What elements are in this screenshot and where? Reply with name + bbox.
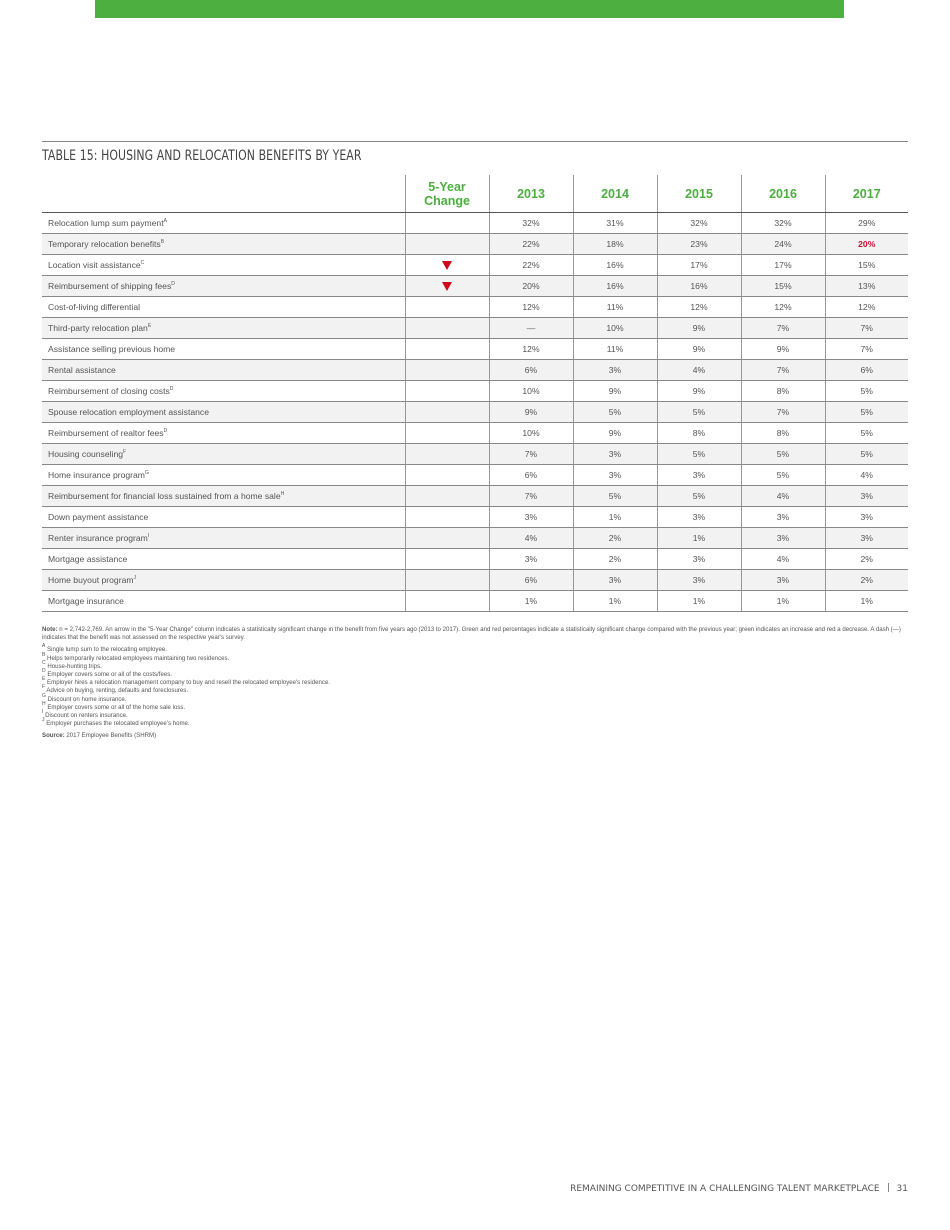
value-cell: 12% [825, 297, 908, 318]
value-cell: 32% [741, 213, 825, 234]
value-cell: 3% [657, 465, 741, 486]
header-year-2013: 2013 [489, 175, 573, 213]
value-cell: 6% [489, 360, 573, 381]
row-label-text: Home buyout program [48, 575, 134, 585]
value-cell: 3% [825, 528, 908, 549]
value-cell: 5% [657, 402, 741, 423]
value-cell: 12% [741, 297, 825, 318]
footnote-marker: G [144, 470, 149, 476]
footnote [42, 668, 908, 679]
value-cell: 4% [741, 549, 825, 570]
value-cell: 22% [489, 255, 573, 276]
footnote-key: C [42, 659, 46, 666]
value-cell: 2% [573, 528, 657, 549]
five-year-change-cell [405, 549, 489, 570]
five-year-change-cell [405, 444, 489, 465]
header-year-2017: 2017 [825, 175, 908, 213]
value-cell: 32% [657, 213, 741, 234]
value-cell: 32% [489, 213, 573, 234]
five-year-change-cell [405, 339, 489, 360]
value-cell: 9% [657, 318, 741, 339]
value-cell: 3% [657, 570, 741, 591]
footnote-key: D [42, 668, 46, 675]
footnote [42, 643, 908, 654]
footnote-key: G [42, 692, 46, 699]
footnote-list [42, 643, 908, 728]
footnote-key: E [42, 676, 46, 683]
value-cell: 6% [489, 465, 573, 486]
value-cell: 5% [825, 444, 908, 465]
source-text: 2017 Employee Benefits (SHRM) [66, 732, 157, 740]
row-label [42, 381, 405, 402]
row-label [42, 402, 405, 423]
value-cell: 11% [573, 297, 657, 318]
value-cell: 18% [573, 234, 657, 255]
value-cell: 9% [657, 339, 741, 360]
row-label-text: Rental assistance [48, 365, 116, 375]
value-cell: 15% [741, 276, 825, 297]
value-cell: 17% [657, 255, 741, 276]
value-cell: 1% [741, 591, 825, 612]
footnote-text: Single lump sum to the relocating employee. [47, 646, 167, 654]
footnote-marker: J [133, 575, 137, 581]
row-label-text: Renter insurance program [48, 533, 148, 543]
row-label [42, 507, 405, 528]
row-label-text: Reimbursement of realtor fees [48, 428, 164, 438]
footnote [42, 684, 908, 695]
table-row [42, 528, 908, 549]
table-row [42, 276, 908, 297]
table-row [42, 360, 908, 381]
value-cell: 7% [489, 486, 573, 507]
footnote [42, 717, 908, 728]
row-label [42, 486, 405, 507]
value-cell: 6% [489, 570, 573, 591]
value-cell: 3% [825, 507, 908, 528]
page-number: 31 [896, 1184, 908, 1194]
value-cell: 3% [741, 507, 825, 528]
source-line [42, 732, 908, 740]
title-divider [42, 141, 908, 142]
row-label [42, 255, 405, 276]
row-label-text: Third-party relocation plan [48, 323, 148, 333]
five-year-change-cell [405, 318, 489, 339]
row-label-text: Reimbursement of shipping fees [48, 281, 172, 291]
row-label-text: Housing counseling [48, 449, 124, 459]
row-label-text: Mortgage assistance [48, 554, 128, 564]
value-cell: 3% [741, 570, 825, 591]
row-label [42, 360, 405, 381]
footnote [42, 700, 908, 712]
value-cell: 3% [825, 486, 908, 507]
value-cell: 3% [573, 465, 657, 486]
five-year-change-cell [405, 507, 489, 528]
row-label [42, 570, 405, 591]
value-cell: 8% [741, 423, 825, 444]
value-cell: 7% [741, 360, 825, 381]
footnote-marker: F [123, 449, 127, 455]
value-cell: 2% [573, 549, 657, 570]
row-label-text: Spouse relocation employment assistance [48, 407, 209, 417]
footnote-text: Discount on renters insurance. [45, 712, 128, 720]
footnote [42, 709, 908, 720]
row-label-text: Down payment assistance [48, 512, 149, 522]
value-cell: 20% [489, 276, 573, 297]
benefits-table [42, 175, 908, 612]
row-label-text: Temporary relocation benefits [48, 239, 161, 249]
value-cell: 2% [825, 570, 908, 591]
row-label [42, 591, 405, 612]
value-cell: 7% [741, 402, 825, 423]
row-label [42, 213, 405, 234]
value-cell: 4% [741, 486, 825, 507]
table-row [42, 591, 908, 612]
five-year-change-cell [405, 570, 489, 591]
value-cell: 5% [573, 402, 657, 423]
value-cell: 10% [489, 381, 573, 402]
value-cell: 3% [657, 549, 741, 570]
value-cell: 1% [657, 528, 741, 549]
footer-separator [888, 1183, 889, 1192]
five-year-change-cell [405, 528, 489, 549]
footnote-text: Helps temporarily relocated employees maintaining two residences. [47, 654, 230, 662]
table-row [42, 549, 908, 570]
value-cell: 5% [657, 486, 741, 507]
footnote-key: A [42, 643, 46, 650]
value-cell: 16% [573, 276, 657, 297]
footer-title: REMAINING COMPETITIVE IN A CHALLENGING TALENT MARKETPLACE [570, 1184, 880, 1194]
row-label-text: Home insurance program [48, 470, 145, 480]
value-cell: 2% [825, 549, 908, 570]
footnote-text: Employer hires a relocation management company to buy and resell the relocated employee's residence. [47, 679, 331, 687]
value-cell: 7% [825, 318, 908, 339]
five-year-change-cell [405, 255, 489, 276]
value-cell: 13% [825, 276, 908, 297]
value-cell: 10% [573, 318, 657, 339]
value-cell: 5% [741, 465, 825, 486]
header-accent-bar [95, 0, 844, 18]
table-row [42, 213, 908, 234]
row-label-text: Assistance selling previous home [48, 344, 176, 354]
footnote-key: I [42, 709, 44, 716]
table-row [42, 255, 908, 276]
footnote [42, 692, 908, 704]
source-label: Source: [42, 732, 65, 740]
footnote-key: H [42, 700, 46, 707]
five-year-change-cell [405, 360, 489, 381]
value-cell: 3% [573, 570, 657, 591]
five-year-change-cell [405, 276, 489, 297]
row-label [42, 234, 405, 255]
row-label [42, 276, 405, 297]
note-paragraph [42, 626, 908, 642]
header-year-2015: 2015 [657, 175, 741, 213]
decrease-arrow-icon [442, 261, 452, 270]
header-change-line2: Change [424, 193, 470, 208]
five-year-change-cell [405, 465, 489, 486]
footnote [42, 651, 908, 663]
notes-section [42, 626, 908, 741]
footnote-marker: B [160, 239, 165, 245]
five-year-change-cell [405, 591, 489, 612]
table-row [42, 234, 908, 255]
table-row [42, 423, 908, 444]
footnote-marker: D [171, 281, 175, 287]
value-cell: 4% [657, 360, 741, 381]
value-cell: 6% [825, 360, 908, 381]
table-header-row [42, 175, 908, 213]
value-cell: 1% [657, 591, 741, 612]
value-cell: 9% [741, 339, 825, 360]
value-cell: 1% [573, 591, 657, 612]
footnote-text: House-hunting trips. [47, 662, 102, 670]
value-cell: 16% [657, 276, 741, 297]
value-cell: 3% [741, 528, 825, 549]
header-year-2014: 2014 [573, 175, 657, 213]
table-row [42, 297, 908, 318]
value-cell: 15% [825, 255, 908, 276]
value-cell: 4% [489, 528, 573, 549]
value-cell: 7% [825, 339, 908, 360]
table-row [42, 381, 908, 402]
value-cell: 16% [573, 255, 657, 276]
header-change-line1: 5-Year [428, 179, 466, 194]
footnote-text: Advice on buying, renting, defaults and foreclosures. [46, 687, 189, 695]
value-cell: 12% [489, 297, 573, 318]
row-label-text: Location visit assistance [48, 260, 141, 270]
value-cell: 3% [573, 444, 657, 465]
footnote-text: Discount on home insurance. [47, 695, 127, 703]
value-cell: 31% [573, 213, 657, 234]
value-cell: 22% [489, 234, 573, 255]
row-label [42, 318, 405, 339]
decrease-arrow-icon [442, 282, 452, 291]
row-label-text: Relocation lump sum payment [48, 218, 164, 228]
footnote-marker: I [147, 533, 150, 539]
row-label [42, 444, 405, 465]
value-cell: 9% [657, 381, 741, 402]
footnote [42, 659, 908, 671]
value-cell: 9% [489, 402, 573, 423]
value-cell: 23% [657, 234, 741, 255]
value-cell: 5% [741, 444, 825, 465]
value-cell: 3% [489, 507, 573, 528]
header-5-year-change [405, 175, 489, 213]
row-label [42, 549, 405, 570]
footnote-marker: A [163, 218, 167, 224]
value-cell: 8% [657, 423, 741, 444]
value-cell: 20% [825, 234, 908, 255]
value-cell: 3% [573, 360, 657, 381]
value-cell: 3% [489, 549, 573, 570]
table-row [42, 486, 908, 507]
row-label [42, 528, 405, 549]
footnote-marker: D [163, 428, 168, 434]
footnote-marker: D [169, 386, 174, 392]
footnote-text: Employer purchases the relocated employee's home. [46, 720, 190, 728]
value-cell: 7% [741, 318, 825, 339]
table-row [42, 465, 908, 486]
footnote-key: J [42, 717, 45, 724]
value-cell: 5% [573, 486, 657, 507]
value-cell: 5% [825, 381, 908, 402]
five-year-change-cell [405, 486, 489, 507]
footnote-marker: H [280, 491, 285, 497]
header-year-2016: 2016 [741, 175, 825, 213]
value-cell: 4% [825, 465, 908, 486]
table-body [42, 213, 908, 612]
row-label [42, 339, 405, 360]
value-cell: 12% [657, 297, 741, 318]
table-row [42, 444, 908, 465]
row-label-text: Reimbursement of closing costs [48, 386, 170, 396]
value-cell: 11% [573, 339, 657, 360]
value-cell: — [489, 318, 573, 339]
five-year-change-cell [405, 423, 489, 444]
value-cell: 5% [825, 423, 908, 444]
table-title: TABLE 15: HOUSING AND RELOCATION BENEFITS BY YEAR [42, 148, 362, 164]
footnote-text: Employer covers some or all of the costs/fees. [47, 671, 172, 679]
table-row [42, 507, 908, 528]
five-year-change-cell [405, 297, 489, 318]
footnote-marker: E [147, 323, 152, 329]
value-cell: 1% [573, 507, 657, 528]
value-cell: 9% [573, 423, 657, 444]
value-cell: 9% [573, 381, 657, 402]
footnote-text: Employer covers some or all of the home sale loss. [47, 703, 186, 711]
five-year-change-cell [405, 381, 489, 402]
row-label [42, 465, 405, 486]
table-row [42, 318, 908, 339]
value-cell: 29% [825, 213, 908, 234]
row-label-text: Cost-of-living differential [48, 302, 141, 312]
note-label: Note: [42, 626, 58, 633]
value-cell: 3% [657, 507, 741, 528]
header-label-blank [42, 175, 405, 213]
row-label-text: Mortgage insurance [48, 596, 124, 606]
footnote-key: B [42, 651, 46, 658]
value-cell: 5% [825, 402, 908, 423]
value-cell: 8% [741, 381, 825, 402]
value-cell: 1% [489, 591, 573, 612]
row-label-text: Reimbursement for financial loss sustained from a home sale [48, 491, 281, 501]
note-text: n = 2,742-2,769. An arrow in the "5-Year Change" column indicates a statistically significant change in the benefit from five years ago (2013 to 2017). Green and red percentages indicate a statistically significant change compared with the previous year; green indicates an increase and red a decrease. A dash (—) indicates that the benefit was not assessed on the respective year's survey. [42, 626, 901, 642]
table-row [42, 402, 908, 423]
value-cell: 17% [741, 255, 825, 276]
row-label [42, 423, 405, 444]
five-year-change-cell [405, 402, 489, 423]
table-row [42, 339, 908, 360]
footnote-marker: C [140, 260, 145, 266]
value-cell: 7% [489, 444, 573, 465]
five-year-change-cell [405, 234, 489, 255]
footnote-key: F [42, 684, 46, 691]
five-year-change-cell [405, 213, 489, 234]
value-cell: 12% [489, 339, 573, 360]
value-cell: 24% [741, 234, 825, 255]
value-cell: 5% [657, 444, 741, 465]
value-cell: 10% [489, 423, 573, 444]
row-label [42, 297, 405, 318]
table-row [42, 570, 908, 591]
value-cell: 1% [825, 591, 908, 612]
page-footer [570, 1183, 908, 1194]
